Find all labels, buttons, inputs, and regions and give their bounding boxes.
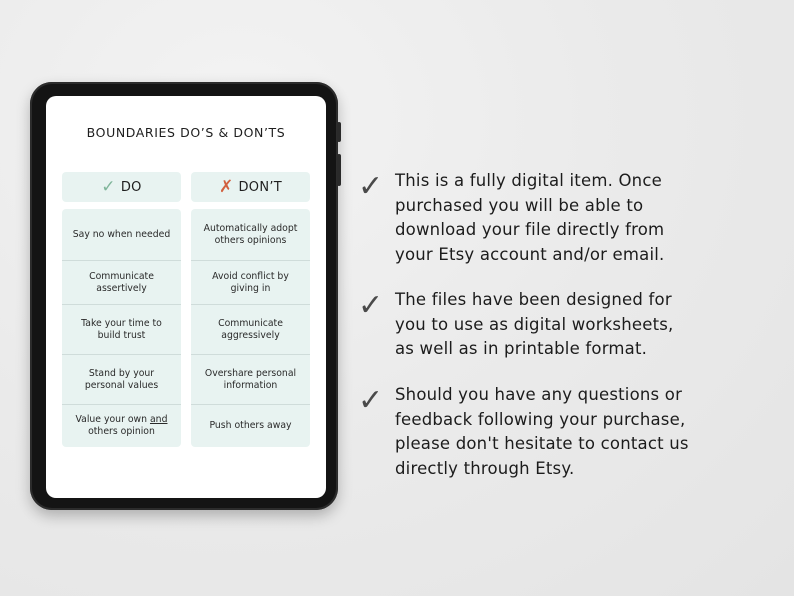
dont-item: Automatically adopt others opinions	[191, 209, 310, 261]
dont-item: Overshare personal information	[191, 355, 310, 405]
dont-label: DON’T	[238, 179, 283, 195]
check-icon: ✓	[358, 169, 384, 204]
volume-button	[337, 154, 341, 186]
check-icon: ✓	[101, 176, 116, 197]
cross-icon: ✗	[218, 176, 234, 197]
dont-column	[191, 172, 310, 447]
tablet-device	[30, 82, 338, 510]
do-column-header	[62, 172, 181, 202]
check-icon: ✓	[358, 383, 384, 418]
info-text: This is a fully digital item. Once purchased you will be able to download your file directly from your Etsy account and/or email.	[395, 171, 665, 264]
do-list	[62, 209, 181, 447]
do-label: DO	[120, 179, 142, 195]
info-text: The files have been designed for you to use as digital worksheets, as well as in printable format.	[395, 290, 674, 358]
do-column	[62, 172, 181, 447]
do-item: Communicate assertively	[62, 261, 181, 305]
worksheet-title: BOUNDARIES DO’S & DON’TS	[86, 125, 286, 140]
power-button	[337, 122, 341, 142]
check-icon: ✓	[358, 288, 384, 323]
dont-item: Communicate aggressively	[191, 305, 310, 355]
do-item: Value your own and others opinion	[75, 414, 168, 437]
do-item: Stand by your personal values	[62, 355, 181, 405]
info-text: Should you have any questions or feedback following your purchase, please don't hesitate to contact us directly through Etsy.	[395, 385, 689, 478]
dont-item: Avoid conflict by giving in	[191, 261, 310, 305]
dont-item: Push others away	[209, 420, 292, 431]
do-item: Say no when needed	[62, 209, 181, 261]
do-item: Take your time to build trust	[62, 305, 181, 355]
dont-list	[191, 209, 310, 447]
dont-column-header	[191, 172, 310, 202]
tablet-screen	[46, 96, 326, 498]
